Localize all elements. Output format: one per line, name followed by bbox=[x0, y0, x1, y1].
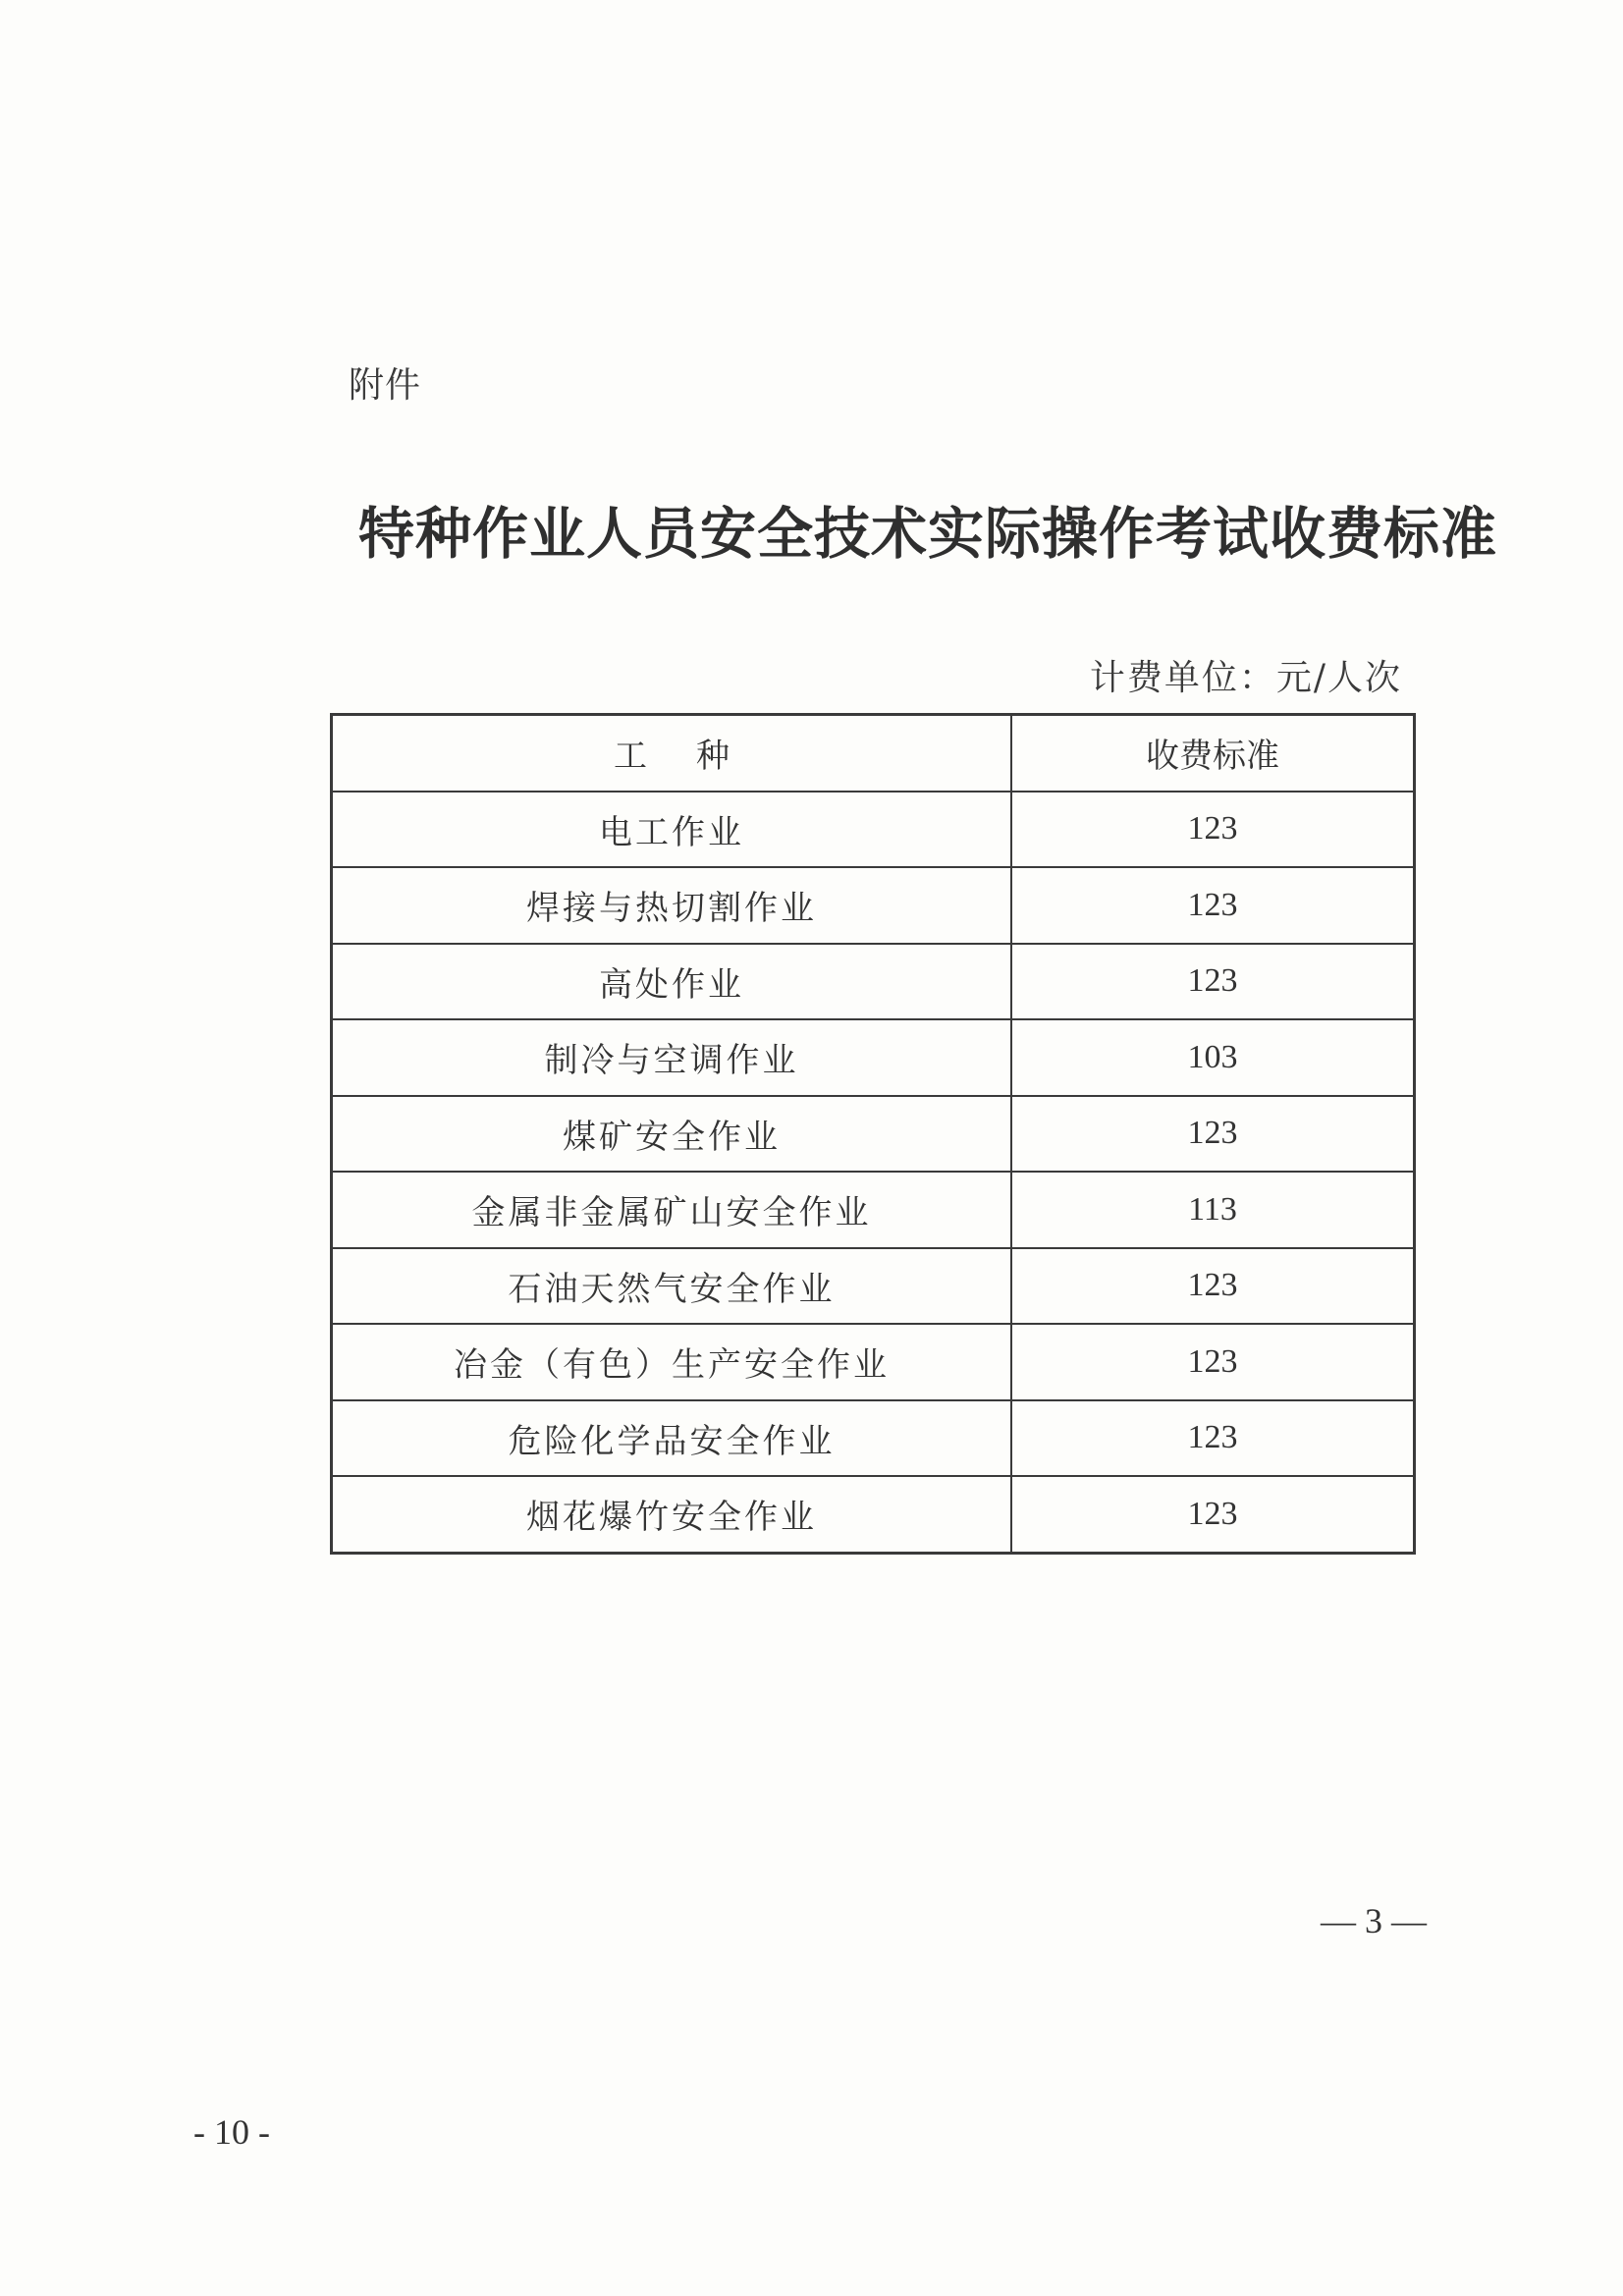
fee-cell: 113 bbox=[1011, 1172, 1415, 1248]
fee-cell: 123 bbox=[1011, 1476, 1415, 1553]
table-row bbox=[332, 792, 1415, 868]
fee-cell: 123 bbox=[1011, 1400, 1415, 1477]
table-row bbox=[332, 1172, 1415, 1248]
header-fee-standard: 收费标准 bbox=[1011, 715, 1415, 792]
table-row bbox=[332, 1019, 1415, 1096]
fee-cell: 103 bbox=[1011, 1019, 1415, 1096]
table-row bbox=[332, 867, 1415, 944]
table-row bbox=[332, 1248, 1415, 1325]
page-number-outer: - 10 - bbox=[193, 2112, 270, 2152]
fee-cell: 123 bbox=[1011, 1096, 1415, 1173]
page-number-inner: — 3 — bbox=[1321, 1901, 1427, 1941]
table-header-row bbox=[332, 715, 1415, 792]
fee-cell: 123 bbox=[1011, 792, 1415, 868]
document-title: 特种作业人员安全技术实际操作考试收费标准 bbox=[358, 501, 1497, 567]
fee-cell: 123 bbox=[1011, 1324, 1415, 1400]
header-job-type: 工种 bbox=[332, 715, 1012, 792]
job-type-cell: 烟花爆竹安全作业 bbox=[332, 1476, 1012, 1553]
job-type-cell: 煤矿安全作业 bbox=[332, 1096, 1012, 1173]
table-row bbox=[332, 944, 1415, 1020]
table-row bbox=[332, 1400, 1415, 1477]
job-type-cell: 电工作业 bbox=[332, 792, 1012, 868]
job-type-cell: 焊接与热切割作业 bbox=[332, 867, 1012, 944]
attachment-label: 附件 bbox=[349, 365, 422, 406]
unit-note: 计费单位：元/人次 bbox=[1089, 658, 1402, 698]
fee-cell: 123 bbox=[1011, 944, 1415, 1020]
table-row bbox=[332, 1324, 1415, 1400]
fee-cell: 123 bbox=[1011, 867, 1415, 944]
job-type-cell: 石油天然气安全作业 bbox=[332, 1248, 1012, 1325]
job-type-cell: 危险化学品安全作业 bbox=[332, 1400, 1012, 1477]
job-type-cell: 高处作业 bbox=[332, 944, 1012, 1020]
job-type-cell: 金属非金属矿山安全作业 bbox=[332, 1172, 1012, 1248]
fee-table bbox=[330, 713, 1416, 1555]
table-row bbox=[332, 1476, 1415, 1553]
fee-cell: 123 bbox=[1011, 1248, 1415, 1325]
table-row bbox=[332, 1096, 1415, 1173]
job-type-cell: 冶金（有色）生产安全作业 bbox=[332, 1324, 1012, 1400]
job-type-cell: 制冷与空调作业 bbox=[332, 1019, 1012, 1096]
